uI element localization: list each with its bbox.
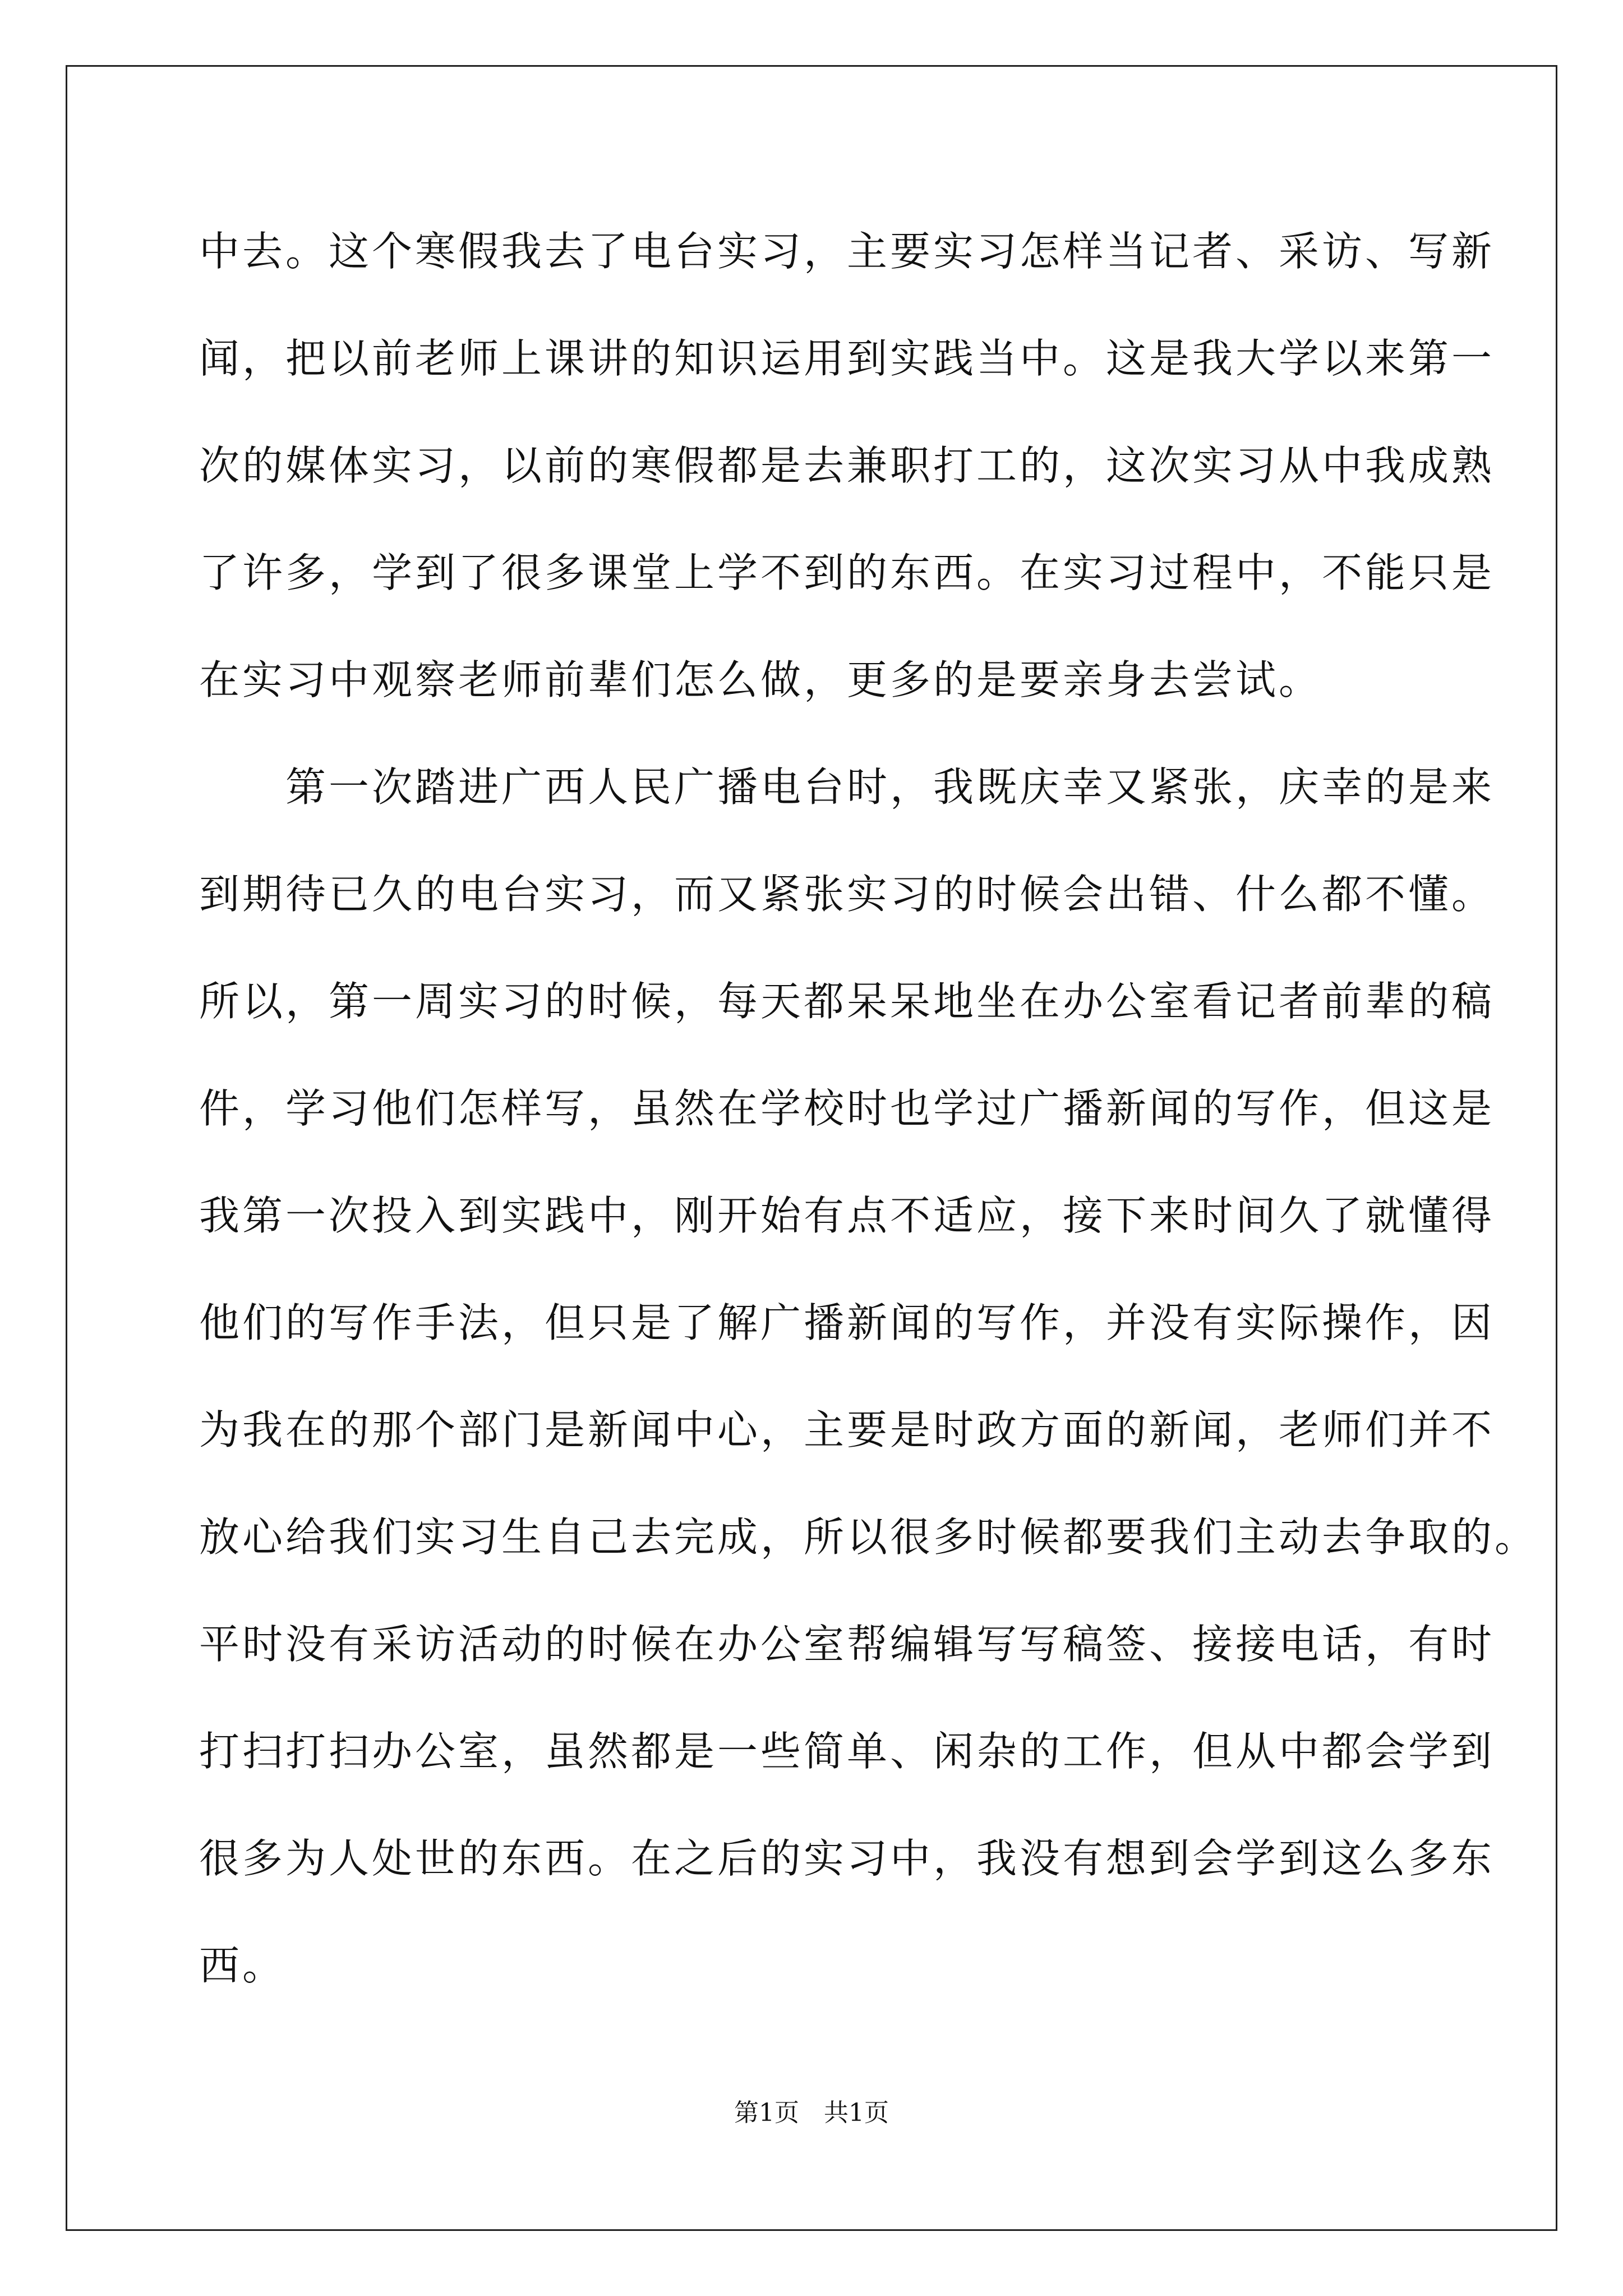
text-line: 中去。这个寒假我去了电台实习，主要实习怎样当记者、采访、写新 xyxy=(199,228,1495,275)
text-line: 次的媒体实习，以前的寒假都是去兼职打工的，这次实习从中我成熟 xyxy=(199,442,1495,489)
text-line: 西。 xyxy=(199,1942,286,1989)
page-number: 第1页 xyxy=(734,2099,799,2127)
text-line: 很多为人处世的东西。在之后的实习中，我没有想到会学到这么多东 xyxy=(199,1835,1495,1882)
text-line: 所以，第一周实习的时候，每天都呆呆地坐在办公室看记者前辈的稿 xyxy=(199,978,1495,1025)
text-line: 为我在的那个部门是新闻中心，主要是时政方面的新闻，老师们并不 xyxy=(199,1406,1495,1453)
text-line: 打扫打扫办公室，虽然都是一些简单、闲杂的工作，但从中都会学到 xyxy=(199,1728,1495,1775)
text-line: 在实习中观察老师前辈们怎么做，更多的是要亲身去尝试。 xyxy=(199,656,1322,703)
text-line: 了许多，学到了很多课堂上学不到的东西。在实习过程中，不能只是 xyxy=(199,549,1495,596)
page-footer xyxy=(0,2101,1623,2125)
text-line: 我第一次投入到实践中，刚开始有点不适应，接下来时间久了就懂得 xyxy=(199,1192,1495,1239)
text-line: 平时没有采访活动的时候在办公室帮编辑写写稿签、接接电话，有时 xyxy=(199,1621,1495,1668)
text-line: 闻，把以前老师上课讲的知识运用到实践当中。这是我大学以来第一 xyxy=(199,335,1495,382)
text-line: 到期待已久的电台实习，而又紧张实习的时候会出错、什么都不懂。 xyxy=(199,871,1495,918)
page-border xyxy=(66,65,1557,2231)
text-line: 他们的写作手法，但只是了解广播新闻的写作，并没有实际操作，因 xyxy=(199,1299,1495,1346)
text-line: 放心给我们实习生自己去完成，所以很多时候都要我们主动去争取的。 xyxy=(199,1513,1538,1561)
text-line: 件，学习他们怎样写，虽然在学校时也学过广播新闻的写作，但这是 xyxy=(199,1085,1495,1132)
page-total: 共1页 xyxy=(824,2099,889,2127)
text-line: 第一次踏进广西人民广播电台时，我既庆幸又紧张，庆幸的是来 xyxy=(199,763,1495,811)
